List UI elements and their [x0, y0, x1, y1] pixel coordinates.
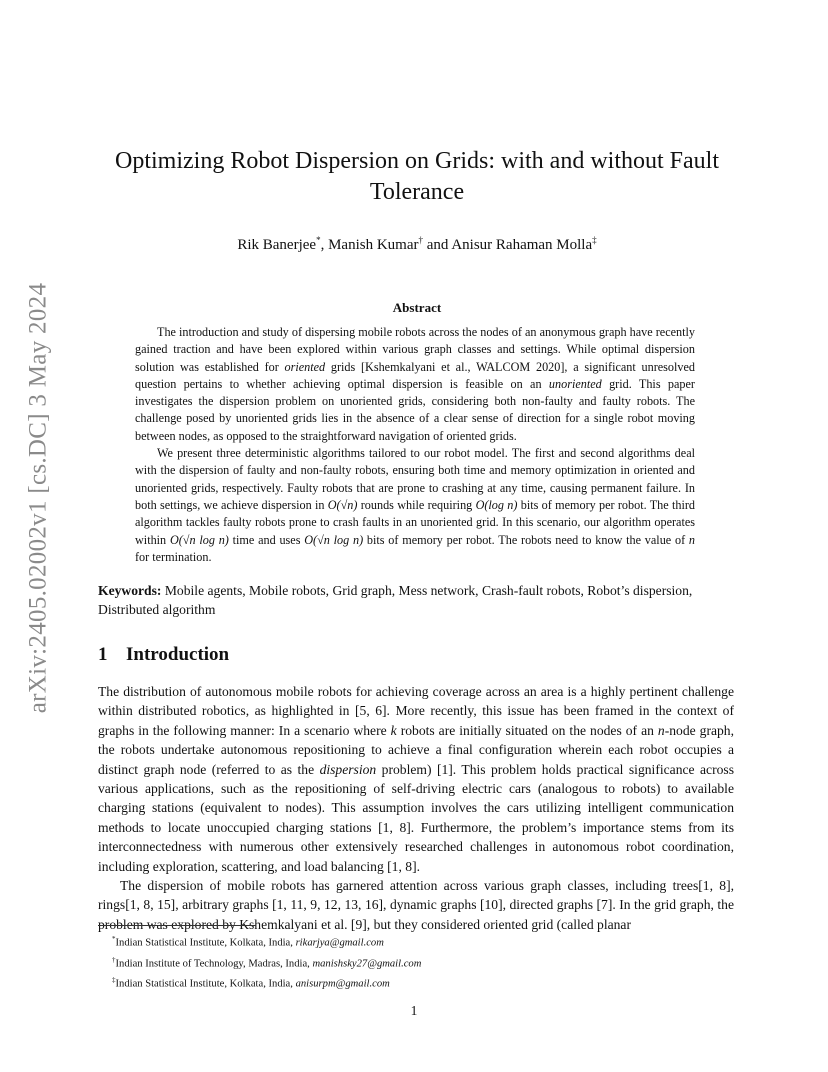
- body-paragraph: [98, 682, 734, 876]
- emphasis: dispersion: [319, 761, 377, 777]
- footnote-email: manishsky27@gmail.com: [312, 958, 422, 970]
- math-expression: O(log n): [475, 497, 518, 512]
- emphasis: unoriented: [548, 376, 602, 391]
- text-run: robots are initially situated on the nodes of an: [396, 722, 658, 738]
- footnote-text: Indian Institute of Technology, Madras, India,: [115, 958, 313, 970]
- abstract-body: [135, 324, 695, 566]
- abstract-heading: Abstract: [392, 300, 442, 315]
- math-expression: O(√n log n): [169, 532, 229, 547]
- paper-title: Optimizing Robot Dispersion on Grids: with and without Fault Tolerance: [115, 148, 719, 205]
- math-expression: k: [390, 722, 397, 738]
- text-run: bits of memory per robot. The robots need to know the value of: [363, 532, 689, 547]
- math-expression: O(√n log n): [304, 532, 364, 547]
- author-mark: *: [316, 235, 321, 245]
- text-run: rounds while requiring: [357, 497, 476, 512]
- keywords: [98, 581, 734, 619]
- page-number: 1: [410, 1003, 418, 1018]
- arxiv-side-stamp: [18, 258, 58, 738]
- abstract-paragraph: [135, 324, 695, 445]
- keywords-text: Mobile agents, Mobile robots, Grid graph, Mess network, Crash-fault robots, Robot’s dispersion, Distributed algorithm: [98, 583, 693, 617]
- emphasis: oriented: [284, 359, 326, 374]
- abstract-paragraph: [135, 445, 695, 566]
- text-run: for termination.: [135, 549, 212, 564]
- text-run: We present three deterministic algorithms tailored to our robot model. The first and second algorithms deal with the dispersion of faulty and non-faulty robots, ensuring both time and memory optimization in oriented and unoriented grids, respectively. Faulty robots that are prone to crashing at any time, causing permanent failure. In both settings, we achieve dispersion in: [135, 446, 695, 512]
- footnote-rule: [98, 925, 256, 926]
- footnote-text: Indian Statistical Institute, Kolkata, India,: [115, 978, 296, 990]
- author-name: Anisur Rahaman Molla: [451, 237, 593, 253]
- section-number: 1: [98, 644, 108, 665]
- footnote-text: Indian Statistical Institute, Kolkata, India,: [115, 937, 296, 949]
- text-run: bits of memory per robot. The third algorithm tackles faulty robots prone to crash faults in an unoriented grid. In this scenario, our algorithm operates within: [135, 497, 695, 547]
- math-expression: O(√n): [327, 497, 358, 512]
- footnote-mark: †: [112, 955, 116, 964]
- footnotes: [112, 931, 421, 993]
- text-run: grids [Kshemkalyani et al., WALCOM 2020], a significant unresolved question pertains to whether achieving optimal dispersion is feasible on an: [135, 359, 695, 391]
- text-run: -node graph, the robots undertake autonomous repositioning to achieve a final configuration wherein each robot occupies a distinct graph node (referred to as the: [98, 722, 735, 777]
- text-run: problem) [1]. This problem holds practical significance across various applications, such as the repositioning of self-driving electric cars (analogous to robots) to available charging stations (equivalent to nodes). This assumption involves the cars utilizing intelligent communication methods to locate unoccupied charging stations [1, 8]. Furthermore, the problem’s importance stems from its interconnectedness with numerous other extensively researched challenges in autonomous robot coordination, including exploration, scattering, and load balancing [1, 8].: [98, 761, 734, 874]
- author-mark: †: [418, 235, 423, 245]
- math-expression: n: [657, 722, 665, 738]
- keywords-label: Keywords:: [98, 583, 162, 598]
- author-list: [100, 230, 734, 255]
- introduction-body: [98, 682, 734, 934]
- section-title: Introduction: [126, 644, 230, 665]
- footnote-mark: *: [112, 935, 116, 943]
- footnote-email: rikarjya@gmail.com: [295, 937, 384, 949]
- text-run: The introduction and study of dispersing mobile robots across the nodes of an anonymous graph have recently gained traction and have been explored within various graph classes and settings. While optimal dispersion solution was established for: [135, 325, 695, 374]
- text-run: The distribution of autonomous mobile robots for achieving coverage across an area is a highly pertinent challenge within distributed robotics, as highlighted in [5, 6]. More recently, this issue has been framed in the context of graphs in the following manner: In a scenario where: [98, 684, 734, 738]
- section-heading: [98, 644, 229, 666]
- author-mark: ‡: [592, 235, 597, 245]
- author-name: Rik Banerjee: [237, 237, 317, 253]
- math-expression: n: [688, 532, 695, 547]
- author-separator: and: [422, 237, 452, 253]
- footnote-email: anisurpm@gmail.com: [295, 978, 390, 990]
- footnote: [112, 972, 421, 993]
- text-run: grid. This paper investigates the dispersion problem on unoriented grids, considering both non-faulty and faulty robots. The challenge posed by unoriented grids lies in the absence of a clear sense of direction for a single robot moving between nodes, as opposed to the straightforward navigation of oriented grids.: [135, 376, 695, 443]
- author-name: Manish Kumar: [328, 237, 419, 253]
- footnote: [112, 931, 421, 952]
- body-paragraph: The dispersion of mobile robots has garnered attention across various graph classes, including trees[1, 8], rings[1, 8, 15], arbitrary graphs [1, 11, 9, 12, 13, 16], dynamic graphs [10], directed graphs [7]. In the grid graph, the problem was explored by Kshemkalyani et al. [9], but they considered oriented grid (called planar: [98, 878, 734, 932]
- arxiv-id-label: arXiv:2405.02002v1 [cs.DC] 3 May 2024: [24, 282, 51, 714]
- footnote: [112, 952, 421, 973]
- author-separator: ,: [320, 237, 329, 253]
- text-run: time and uses: [228, 532, 305, 547]
- footnote-mark: ‡: [112, 976, 116, 985]
